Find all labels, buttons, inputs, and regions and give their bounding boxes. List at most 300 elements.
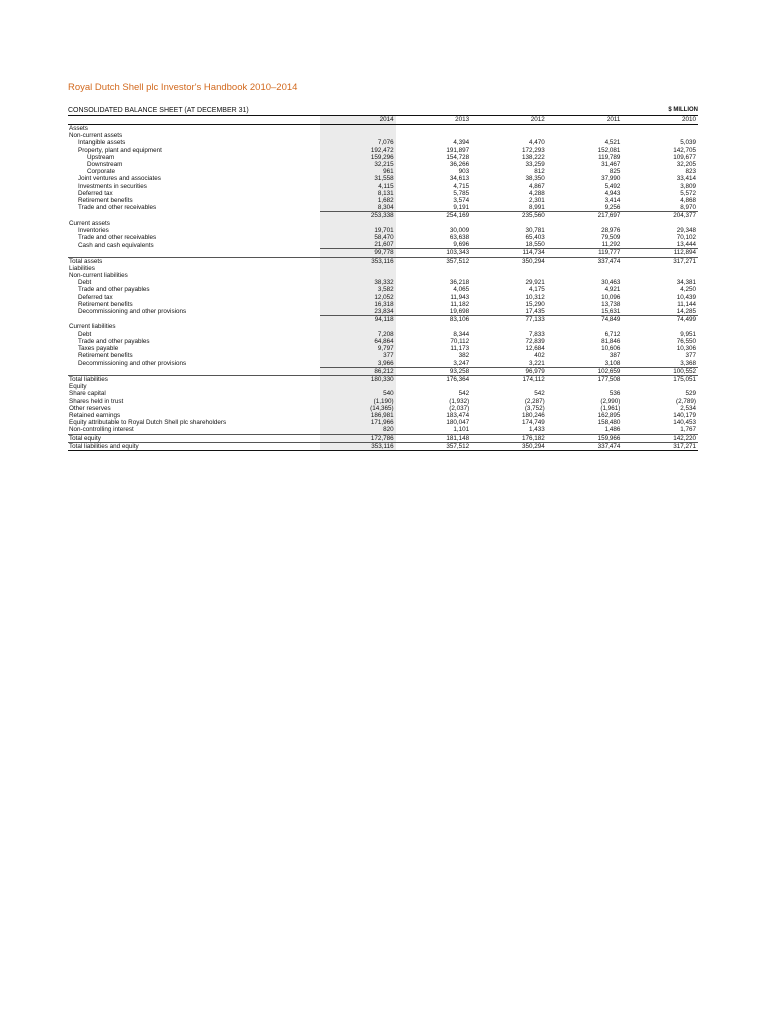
cell-value: 8,131 (320, 190, 396, 197)
cell-value (320, 265, 396, 272)
row-label: Other reserves (69, 404, 111, 412)
table-title: CONSOLIDATED BALANCE SHEET (AT DECEMBER 31) (68, 107, 249, 114)
cell-value: 4,394 (453, 139, 470, 147)
cell-value (471, 132, 547, 139)
cell-value: 70,102 (676, 234, 696, 242)
cell-value: 3,414 (604, 197, 621, 205)
cell-value (622, 125, 698, 133)
cell-value: 176,364 (396, 375, 472, 383)
row-label: Liabilities (69, 264, 95, 272)
table-row (68, 360, 698, 368)
cell-value: 4,715 (453, 182, 470, 190)
cell-value: 176,182 (471, 434, 547, 442)
cell-value: 192,472 (320, 147, 396, 154)
cell-value: 119,777 (547, 249, 623, 257)
document-title: Royal Dutch Shell plc Investor's Handbook 2010–2014 (68, 82, 298, 93)
cell-value: 3,809 (680, 182, 696, 190)
cell-value: 81,846 (601, 337, 621, 345)
cell-value (320, 220, 396, 227)
row-label (68, 367, 320, 375)
cell-value (396, 132, 472, 139)
cell-value: 31,467 (601, 161, 621, 169)
cell-value: 29,921 (525, 279, 545, 287)
table-row (68, 323, 698, 330)
cell-value: 1,767 (680, 426, 696, 434)
cell-value: 93,258 (396, 367, 472, 375)
cell-value: 4,921 (604, 286, 621, 294)
cell-value: 3,221 (529, 359, 545, 367)
cell-value: 357,512 (396, 257, 472, 265)
cell-value (471, 323, 547, 330)
row-label: Total equity (68, 434, 320, 442)
cell-value: 174,749 (522, 419, 545, 427)
cell-value: 4,470 (529, 139, 545, 147)
cell-value: 19,701 (320, 227, 396, 234)
cell-value: 36,218 (449, 279, 470, 287)
table-row (68, 154, 698, 161)
table-row (68, 204, 698, 212)
row-label: Total assets (68, 257, 320, 265)
table-row (68, 234, 698, 241)
cell-value: 3,574 (453, 197, 470, 205)
cell-value (471, 272, 547, 279)
cell-value: 23,834 (320, 308, 396, 316)
cell-value (471, 220, 547, 227)
cell-value: 15,290 (525, 300, 545, 308)
table-row (68, 419, 698, 426)
cell-value: 180,330 (320, 375, 396, 383)
cell-value: 4,943 (604, 189, 621, 197)
cell-value: 65,403 (525, 234, 545, 242)
cell-value: 8,991 (529, 204, 545, 212)
cell-value: 3,108 (604, 359, 621, 367)
cell-value: 38,332 (320, 279, 396, 286)
row-label: Shares held in trust (69, 397, 124, 405)
year-header: 2013 (396, 116, 472, 125)
table-row (68, 412, 698, 419)
cell-value: 536 (609, 390, 621, 398)
cell-value: 5,572 (680, 189, 696, 197)
table-body (68, 125, 698, 451)
row-label: Assets (69, 125, 88, 132)
table-row (68, 139, 698, 146)
row-label: Equity (69, 383, 87, 391)
cell-value: (3,752) (524, 404, 545, 412)
cell-value: 2,534 (680, 404, 696, 412)
table-row (68, 398, 698, 405)
cell-value: 64,864 (320, 338, 396, 345)
row-label: Trade and other payables (78, 286, 150, 294)
cell-value: 30,009 (449, 226, 470, 234)
table-row (68, 161, 698, 168)
cell-value: 5,785 (453, 189, 470, 197)
cell-value: 7,076 (320, 139, 396, 146)
cell-value (622, 272, 698, 279)
cell-value: 217,697 (547, 212, 623, 220)
row-label: Downstream (87, 161, 123, 169)
row-label: Trade and other receivables (78, 204, 157, 212)
table-row (68, 241, 698, 249)
table-row (68, 220, 698, 227)
cell-value: 86,212 (320, 367, 396, 375)
cell-value: 5,039 (680, 139, 696, 147)
cell-value: 30,463 (601, 279, 621, 287)
cell-value: 1,433 (529, 426, 545, 434)
cell-value: 337,474 (547, 442, 623, 450)
cell-value: 100,552 (622, 367, 698, 375)
cell-value (622, 265, 698, 272)
cell-value: 18,550 (525, 241, 545, 249)
cell-value: 186,981 (320, 412, 396, 419)
table-row (68, 257, 698, 265)
cell-value (622, 220, 698, 227)
row-label: Debt (78, 279, 92, 287)
table-row (68, 265, 698, 272)
year-header: 2010 (622, 116, 698, 125)
cell-value: 1,682 (320, 197, 396, 204)
table-row (68, 227, 698, 234)
cell-value (471, 265, 547, 272)
table-row (68, 175, 698, 182)
cell-value: 4,521 (604, 139, 621, 147)
cell-value: 17,435 (525, 308, 545, 316)
cell-value: 11,173 (450, 345, 470, 353)
cell-value: 58,470 (320, 234, 396, 241)
cell-value: 235,560 (471, 212, 547, 220)
row-label (68, 316, 320, 324)
row-label: Corporate (87, 168, 116, 176)
cell-value: 4,065 (453, 286, 470, 294)
cell-value: 8,304 (320, 204, 396, 212)
cell-value: 140,179 (673, 411, 696, 419)
cell-value: (2,990) (600, 397, 621, 405)
cell-value (547, 323, 623, 330)
cell-value: 38,350 (525, 175, 545, 183)
row-label: Deferred tax (78, 189, 113, 197)
row-label (68, 212, 320, 220)
row-label: Debt (78, 330, 92, 338)
row-label: Non-current assets (69, 132, 123, 140)
cell-value (622, 383, 698, 390)
row-label: Current assets (69, 219, 110, 227)
cell-value: 540 (320, 390, 396, 397)
year-header: 2012 (471, 116, 547, 125)
cell-value: 254,169 (396, 212, 472, 220)
cell-value: 6,712 (604, 330, 621, 338)
cell-value: (2,037) (449, 404, 470, 412)
cell-value: 140,453 (673, 419, 696, 427)
cell-value: 825 (609, 168, 621, 176)
year-header-row (68, 116, 698, 125)
cell-value (396, 323, 472, 330)
table-row (68, 308, 698, 316)
cell-value: 30,781 (525, 226, 545, 234)
table-row (68, 249, 698, 257)
cell-value: 7,833 (529, 330, 545, 338)
table-row (68, 352, 698, 359)
table-row (68, 125, 698, 133)
cell-value (547, 383, 623, 390)
cell-value: 350,294 (471, 257, 547, 265)
cell-value: (2,287) (524, 397, 545, 405)
cell-value: 142,705 (673, 146, 696, 154)
cell-value: 353,116 (320, 257, 396, 265)
cell-value: (2,789) (676, 397, 696, 405)
cell-value: 63,638 (449, 234, 470, 242)
table-row (68, 212, 698, 220)
cell-value: 317,271 (622, 257, 698, 265)
row-label: Total liabilities and equity (68, 442, 320, 450)
row-label: Joint ventures and associates (78, 175, 161, 183)
cell-value (320, 323, 396, 330)
cell-value: 159,296 (320, 154, 396, 161)
cell-value: 77,133 (471, 316, 547, 324)
cell-value: 112,894 (622, 249, 698, 257)
cell-value: 402 (534, 352, 545, 360)
cell-value: 177,508 (547, 375, 623, 383)
cell-value: 4,250 (680, 286, 696, 294)
cell-value: 3,966 (320, 360, 396, 368)
table-row (68, 272, 698, 279)
row-label: Retirement benefits (78, 300, 133, 308)
row-label: Trade and other receivables (78, 234, 157, 242)
cell-value (320, 383, 396, 390)
table-row (68, 345, 698, 352)
row-label: Non-controlling interest (69, 426, 134, 434)
table-row (68, 390, 698, 397)
cell-value (320, 125, 396, 133)
cell-value (547, 272, 623, 279)
row-label: Retained earnings (69, 411, 121, 419)
cell-value (320, 132, 396, 139)
cell-value: 357,512 (396, 442, 472, 450)
table-row (68, 434, 698, 442)
row-label: Decommissioning and other provisions (78, 359, 187, 367)
cell-value (547, 220, 623, 227)
cell-value: 8,344 (453, 330, 470, 338)
cell-value: 317,271 (622, 442, 698, 450)
cell-value: 377 (685, 352, 696, 360)
cell-value: (1,932) (449, 397, 470, 405)
cell-value: 96,979 (471, 367, 547, 375)
cell-value: 19,698 (449, 308, 470, 316)
cell-value: 158,480 (597, 419, 621, 427)
cell-value: 9,951 (680, 330, 696, 338)
cell-value: 7,208 (320, 331, 396, 338)
cell-value: 36,266 (449, 161, 470, 169)
table-row (68, 331, 698, 338)
cell-value: 5,492 (604, 182, 621, 190)
cell-value: 175,051 (622, 375, 698, 383)
cell-value: 529 (685, 390, 696, 398)
row-label (68, 249, 320, 257)
table-row (68, 197, 698, 204)
table-row (68, 190, 698, 197)
cell-value: 337,474 (547, 257, 623, 265)
cell-value: 174,112 (471, 375, 547, 383)
cell-value (547, 125, 623, 133)
cell-value: 16,318 (320, 301, 396, 308)
cell-value: 94,118 (320, 316, 396, 324)
table-row (68, 316, 698, 324)
table-row (68, 147, 698, 154)
cell-value: 9,256 (604, 204, 621, 212)
row-label: Current liabilities (69, 323, 116, 331)
cell-value (396, 272, 472, 279)
cell-value: 542 (534, 390, 545, 398)
cell-value: 3,368 (680, 359, 696, 367)
row-label: Share capital (69, 390, 106, 398)
cell-value (396, 265, 472, 272)
cell-value: 12,052 (320, 294, 396, 301)
table-header-bar (68, 106, 698, 116)
cell-value: 114,734 (471, 249, 547, 257)
table-row (68, 301, 698, 308)
cell-value: 14,285 (676, 308, 696, 316)
cell-value: 4,175 (529, 286, 545, 294)
cell-value: 387 (609, 352, 621, 360)
cell-value: 4,288 (529, 189, 545, 197)
cell-value: 15,631 (601, 308, 621, 316)
cell-value: (1,190) (320, 398, 396, 405)
row-label: Cash and cash equivalents (78, 241, 154, 249)
cell-value: 4,868 (680, 197, 696, 205)
cell-value: 79,509 (601, 234, 621, 242)
cell-value: 159,966 (547, 434, 623, 442)
cell-value: 10,096 (601, 293, 621, 301)
cell-value: 99,778 (320, 249, 396, 257)
cell-value: 377 (320, 352, 396, 359)
cell-value (471, 125, 547, 133)
cell-value: 138,222 (522, 153, 545, 161)
cell-value: 542 (458, 390, 470, 398)
cell-value: 10,439 (676, 293, 696, 301)
cell-value: 3,582 (320, 286, 396, 293)
cell-value: 11,292 (601, 241, 621, 249)
cell-value: 9,797 (320, 345, 396, 352)
cell-value: 162,895 (597, 411, 621, 419)
cell-value (471, 383, 547, 390)
table-row (68, 294, 698, 301)
row-label: Inventories (78, 226, 109, 234)
table-row (68, 405, 698, 412)
cell-value (547, 132, 623, 139)
table-row (68, 442, 698, 450)
cell-value (320, 272, 396, 279)
cell-value: 10,306 (676, 345, 696, 353)
cell-value: 29,348 (676, 226, 696, 234)
cell-value: 31,558 (320, 175, 396, 182)
cell-value: (14,365) (320, 405, 396, 412)
row-label: Taxes payable (78, 345, 119, 353)
cell-value: 1,101 (453, 426, 470, 434)
cell-value: 109,677 (673, 153, 696, 161)
cell-value: 172,293 (522, 146, 545, 154)
cell-value: 181,148 (396, 434, 472, 442)
cell-value: 11,943 (450, 293, 470, 301)
cell-value: 142,220 (622, 434, 698, 442)
cell-value: 3,247 (453, 359, 470, 367)
cell-value: 961 (320, 168, 396, 175)
cell-value: 34,613 (449, 175, 470, 183)
cell-value: 102,659 (547, 367, 623, 375)
cell-value: 74,849 (547, 316, 623, 324)
cell-value: 11,182 (450, 300, 470, 308)
cell-value: 1,486 (604, 426, 621, 434)
cell-value: 180,246 (522, 411, 545, 419)
row-label: Upstream (87, 153, 115, 161)
cell-value: 8,970 (680, 204, 696, 212)
cell-value: 191,897 (446, 146, 470, 154)
row-label: Retirement benefits (78, 352, 133, 360)
row-label: Intangible assets (78, 139, 126, 147)
cell-value: 10,606 (601, 345, 621, 353)
cell-value: 350,294 (471, 442, 547, 450)
cell-value: 9,191 (453, 204, 470, 212)
cell-value (396, 383, 472, 390)
cell-value: 823 (685, 168, 696, 176)
cell-value: 76,550 (676, 337, 696, 345)
cell-value: 172,786 (320, 434, 396, 442)
table-row (68, 168, 698, 175)
unit-label: $ MILLION (668, 107, 698, 113)
cell-value: 13,444 (676, 241, 696, 249)
year-header: 2011 (547, 116, 623, 125)
row-label: Retirement benefits (78, 197, 133, 205)
cell-value: 812 (534, 168, 545, 176)
cell-value: 13,738 (601, 300, 621, 308)
cell-value: 4,115 (320, 183, 396, 190)
cell-value: 353,116 (320, 442, 396, 450)
cell-value: 2,301 (529, 197, 545, 205)
cell-value: 171,966 (320, 419, 396, 426)
cell-value: 119,789 (598, 153, 621, 161)
table-row (68, 183, 698, 190)
row-label: Equity attributable to Royal Dutch Shell plc shareholders (69, 419, 227, 427)
table-row (68, 383, 698, 390)
cell-value: 21,607 (320, 241, 396, 249)
cell-value: 10,312 (525, 293, 545, 301)
cell-value (396, 125, 472, 133)
cell-value: 12,684 (525, 345, 545, 353)
table-row (68, 338, 698, 345)
cell-value (396, 220, 472, 227)
table-row (68, 367, 698, 375)
cell-value: 33,414 (676, 175, 696, 183)
table-row (68, 132, 698, 139)
year-header: 2014 (320, 116, 396, 125)
table-row (68, 375, 698, 383)
cell-value: 4,867 (529, 182, 545, 190)
cell-value: 903 (458, 168, 470, 176)
cell-value: 152,081 (597, 146, 621, 154)
table-row (68, 279, 698, 286)
cell-value: 253,338 (320, 212, 396, 220)
cell-value: 74,499 (622, 316, 698, 324)
cell-value: 11,144 (677, 300, 696, 308)
cell-value: 83,106 (396, 316, 472, 324)
row-label: Investments in securities (78, 182, 147, 190)
table-row (68, 286, 698, 293)
cell-value: 382 (458, 352, 470, 360)
cell-value: 820 (320, 426, 396, 434)
cell-value: 34,381 (676, 279, 696, 287)
cell-value: 103,343 (396, 249, 472, 257)
row-label: Decommissioning and other provisions (78, 308, 187, 316)
cell-value: 32,215 (320, 161, 396, 168)
table-row (68, 426, 698, 434)
cell-value: 37,990 (601, 175, 621, 183)
